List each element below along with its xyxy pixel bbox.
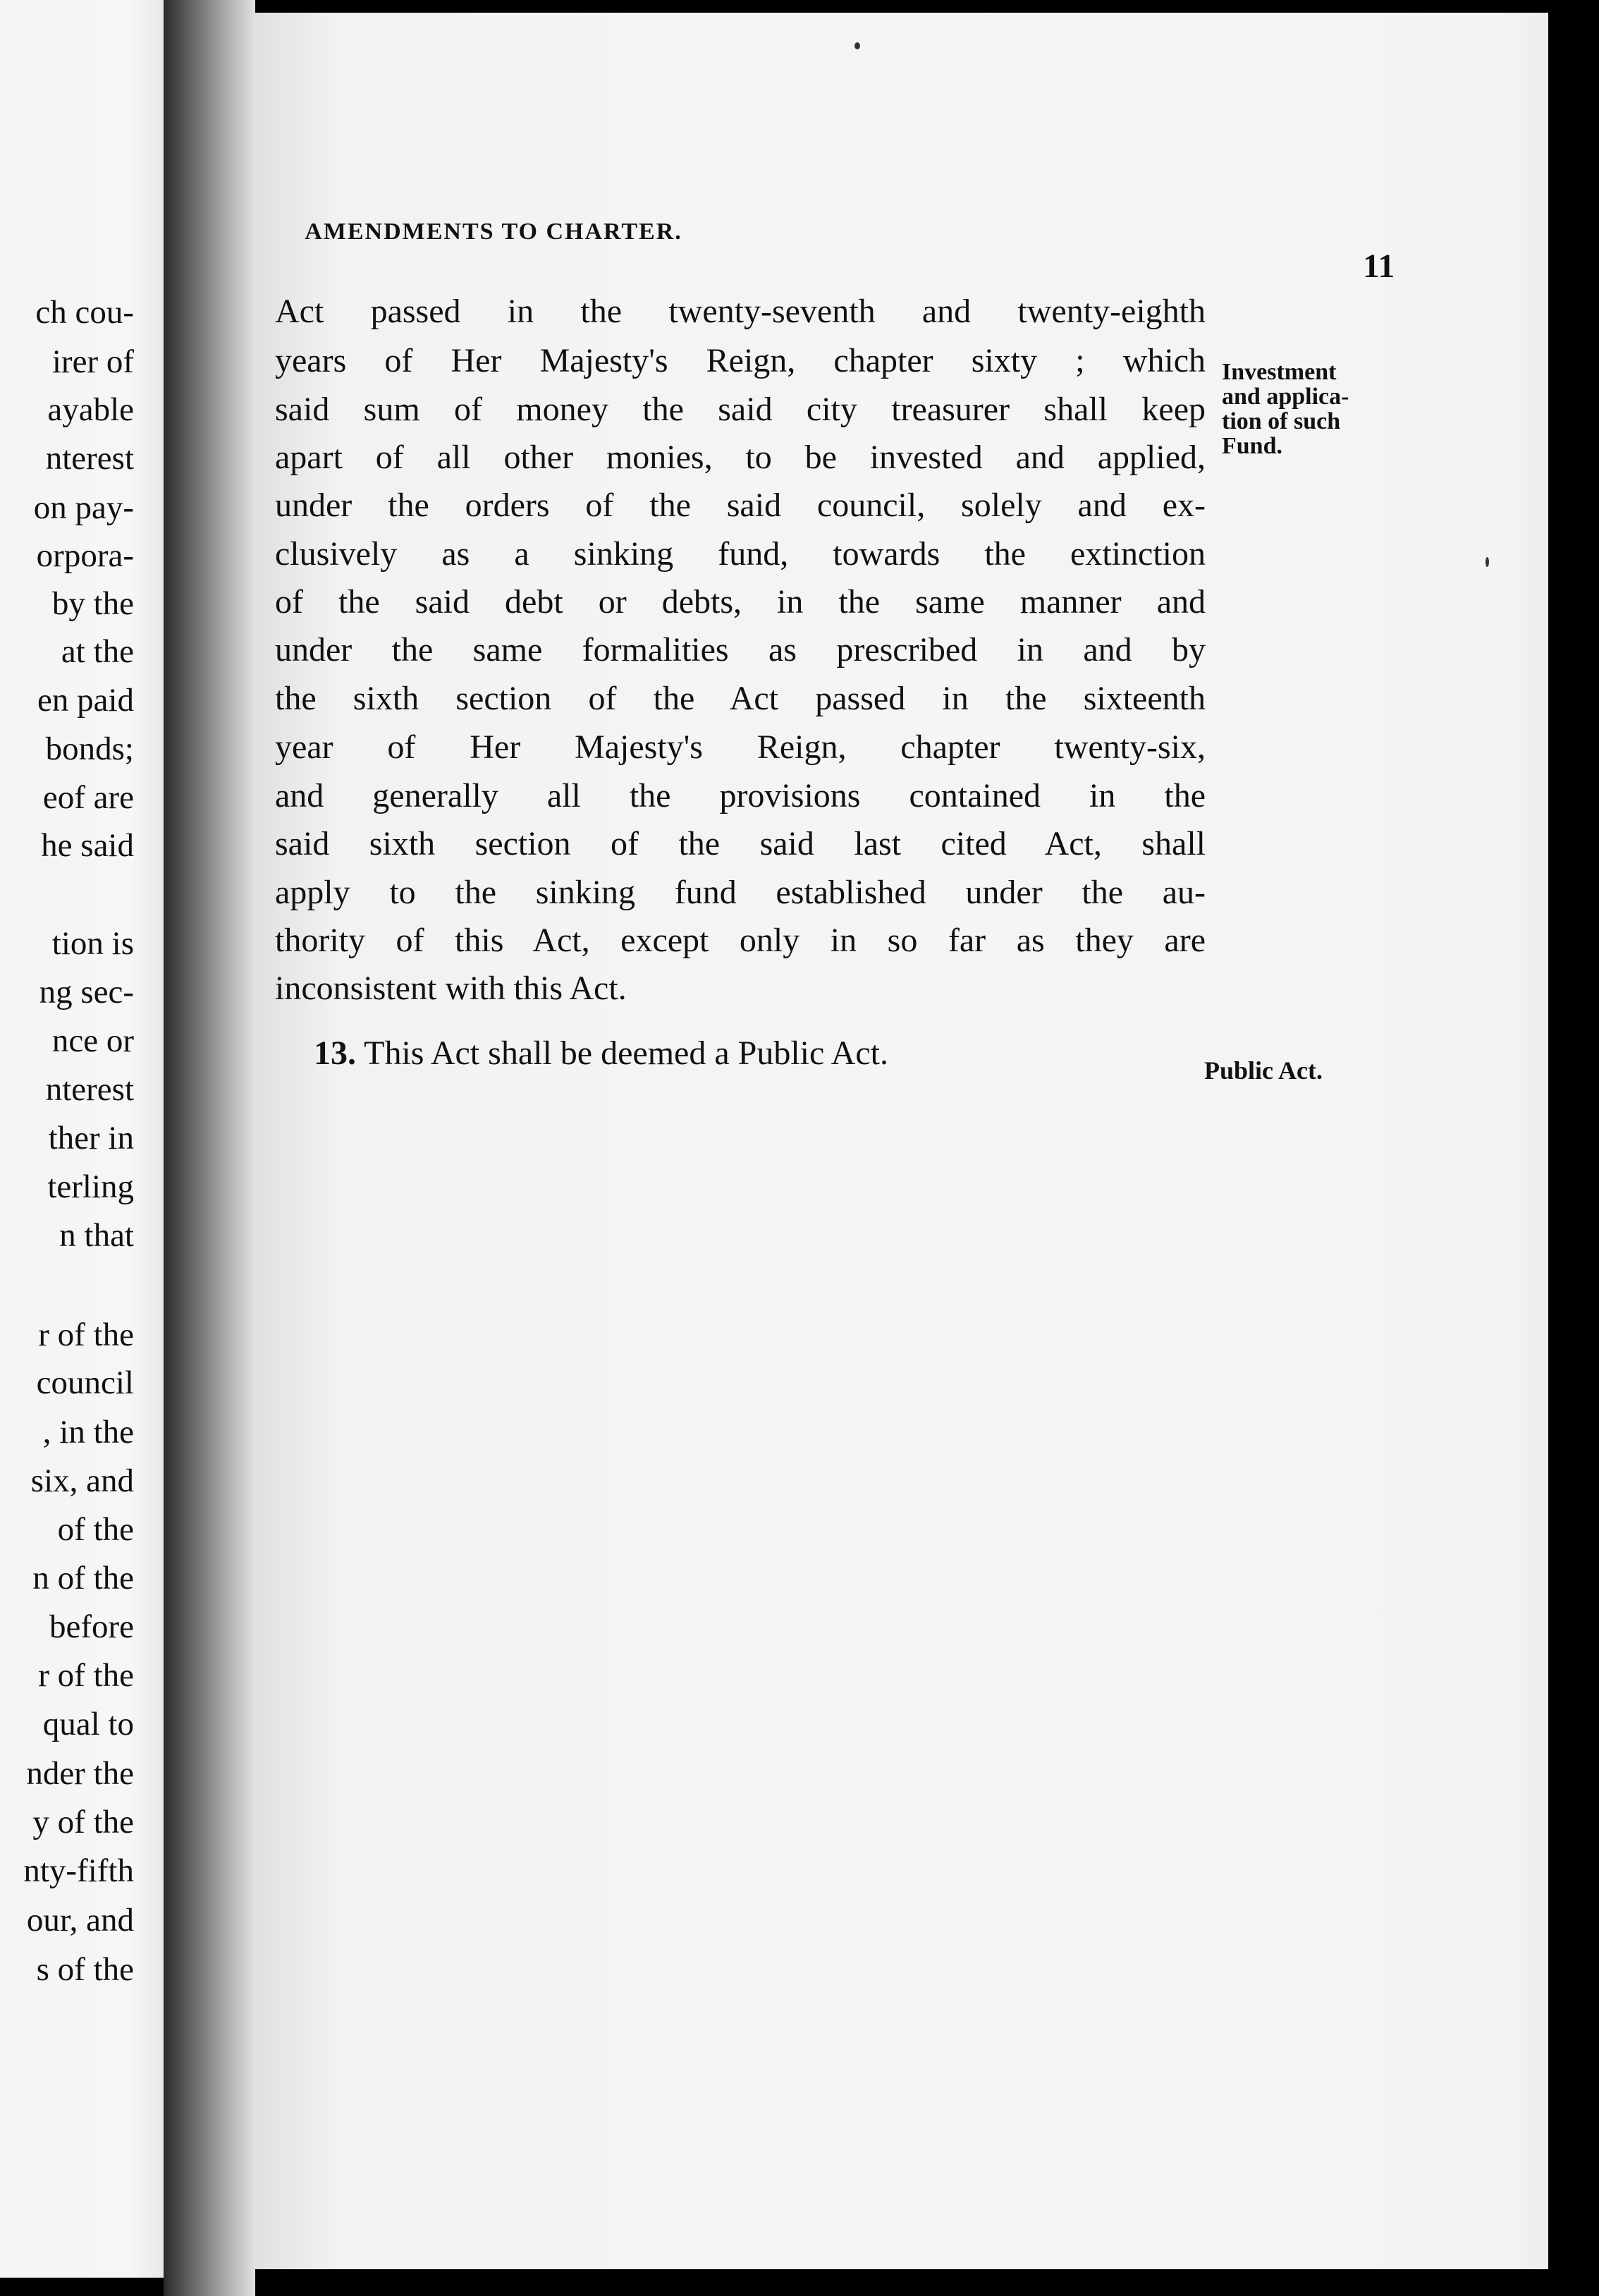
body-line: of the said debt or debts, in the same manner and [275, 583, 1206, 621]
paper-speck [1485, 557, 1489, 567]
facing-page-line: six, and [30, 1463, 134, 1499]
facing-page-line: r of the [38, 1317, 134, 1353]
facing-page-line: qual to [42, 1706, 134, 1742]
body-line: under the orders of the said council, solely and ex- [275, 487, 1206, 524]
body-line: apply to the sinking fund established under the au- [275, 874, 1206, 911]
facing-page-line: y of the [32, 1804, 134, 1840]
facing-page-line: ayable [47, 391, 134, 428]
facing-page [0, 0, 187, 2278]
facing-page-line: ng sec- [39, 974, 134, 1010]
margin-note-line: Investment [1222, 359, 1337, 385]
body-line: said sum of money the said city treasurer shall keep [275, 391, 1206, 428]
facing-page-line: he said [41, 827, 134, 864]
facing-page-line: bonds; [45, 731, 134, 767]
margin-note-public-act: Public Act. [1204, 1056, 1323, 1085]
facing-page-line: before [49, 1608, 134, 1645]
body-line: the sixth section of the Act passed in the sixteenth [275, 680, 1206, 717]
section-number: 13. [314, 1034, 356, 1072]
section-text: This Act shall be deemed a Public Act. [364, 1034, 888, 1072]
body-line: inconsistent with this Act. [275, 970, 627, 1007]
facing-page-line: ther in [48, 1120, 134, 1156]
facing-page-line: at the [61, 633, 134, 670]
body-line: said sixth section of the said last cited Act, shall [275, 825, 1206, 862]
margin-note-line: tion of such [1222, 408, 1341, 434]
facing-page-line: nce or [51, 1022, 134, 1059]
body-line: years of Her Majesty's Reign, chapter sixty ; which [275, 342, 1206, 379]
facing-page-line: tion is [51, 925, 134, 962]
facing-page-line: nder the [26, 1755, 134, 1792]
book-gutter-shadow [164, 0, 255, 2296]
page-number: 11 [1363, 248, 1395, 285]
facing-page-line: s of the [36, 1951, 134, 1988]
facing-page-line: en paid [37, 682, 134, 719]
facing-page-line: council [36, 1364, 134, 1401]
facing-page-line: on pay- [33, 489, 134, 526]
body-line: clusively as a sinking fund, towards the extinction [275, 535, 1206, 573]
body-line: under the same formalities as prescribed in and by [275, 631, 1206, 668]
scan-border [1548, 0, 1599, 2296]
body-line: and generally all the provisions contained in the [275, 777, 1206, 814]
facing-page-line: irer of [51, 343, 134, 380]
facing-page-line: n of the [32, 1560, 134, 1596]
facing-page-line: eof are [42, 779, 134, 816]
margin-note-investment [1222, 360, 1349, 458]
facing-page-line: nterest [45, 1071, 134, 1108]
facing-page-line: by the [51, 585, 134, 622]
facing-page-line: nterest [45, 440, 134, 477]
facing-page-line: our, and [26, 1902, 134, 1938]
facing-page-line: orpora- [36, 537, 134, 574]
section-13 [314, 1034, 1089, 1072]
running-head: AMENDMENTS TO CHARTER. [305, 219, 682, 245]
facing-page-line: of the [57, 1511, 134, 1548]
facing-page-line: nty-fifth [23, 1852, 134, 1889]
body-line: Act passed in the twenty-seventh and twenty-eighth [275, 293, 1206, 330]
facing-page-line: ch cou- [35, 294, 134, 331]
facing-page-line: n that [59, 1217, 134, 1254]
facing-page-line: terling [47, 1168, 134, 1205]
body-line: year of Her Majesty's Reign, chapter twenty-six, [275, 728, 1206, 766]
margin-note-line: and applica- [1222, 384, 1349, 410]
paper-speck [854, 42, 860, 49]
body-line: thority of this Act, except only in so far as they are [275, 922, 1206, 959]
margin-note-line: Fund. [1222, 433, 1282, 459]
facing-page-line: , in the [42, 1414, 134, 1451]
body-line: apart of all other monies, to be invested and applied, [275, 439, 1206, 476]
facing-page-line: r of the [38, 1657, 134, 1694]
